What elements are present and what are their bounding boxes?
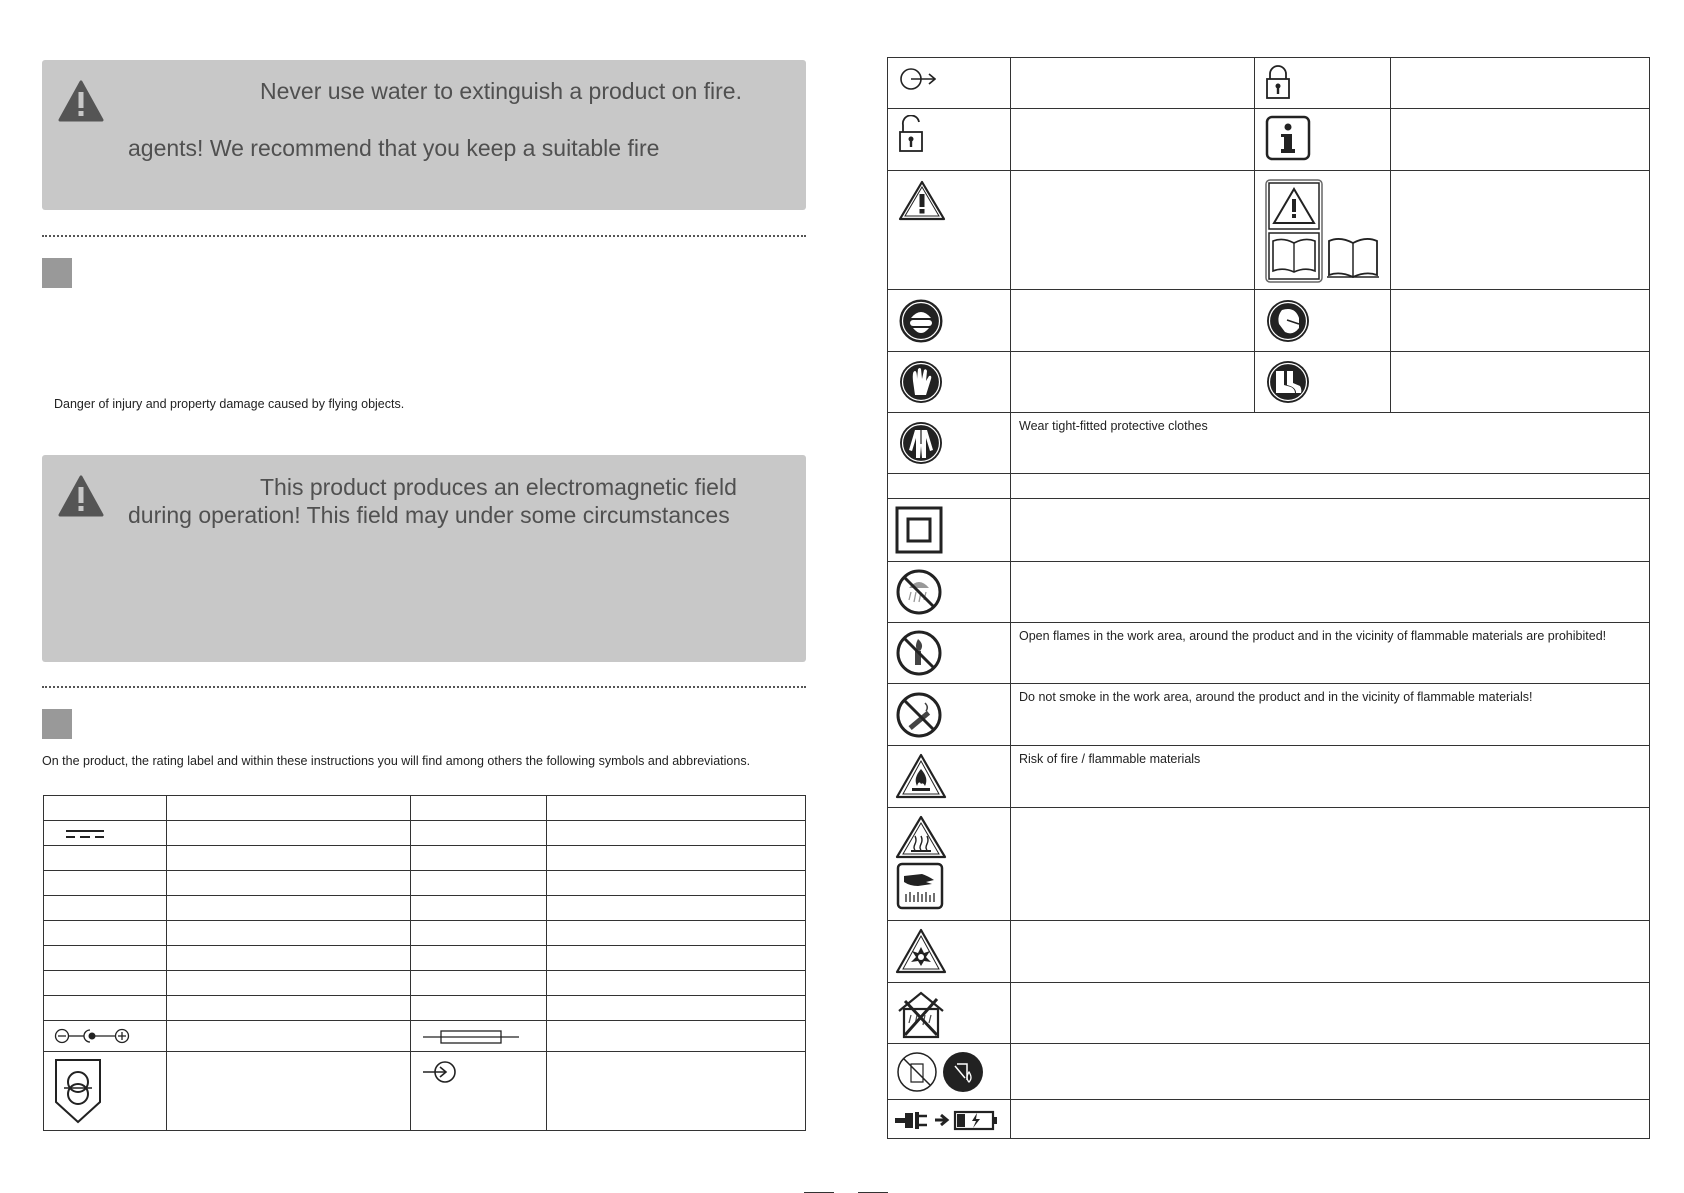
section-divider [42, 686, 806, 688]
read-manual-icon [1255, 171, 1390, 283]
no-bleach-icon [888, 1044, 1010, 1094]
gloves-icon [888, 352, 1010, 405]
table-row [44, 896, 806, 921]
table-row [888, 58, 1650, 109]
table-row [44, 871, 806, 896]
class-ii-double-insulation-icon [888, 499, 1010, 554]
protective-suit-icon [888, 413, 1010, 466]
table-row [888, 746, 1650, 808]
table-row [888, 562, 1650, 623]
polarity-icon [44, 1021, 166, 1045]
table-row [888, 623, 1650, 684]
indoor-use-only-icon [888, 983, 1010, 1039]
table-row [888, 1100, 1650, 1139]
abbreviations-table [43, 795, 806, 1131]
table-row [44, 1052, 806, 1131]
table-row [888, 983, 1650, 1044]
explosive-icon [888, 921, 1010, 975]
no-smoking-icon [888, 684, 1010, 739]
table-row [888, 352, 1650, 413]
table-row [44, 846, 806, 871]
plug-to-battery-icon [888, 1100, 1010, 1132]
table-row [44, 821, 806, 846]
table-row [888, 171, 1650, 290]
info-icon [1255, 109, 1390, 161]
fuse-icon [411, 1021, 546, 1044]
hand-burn-icon [888, 860, 1010, 910]
table-row [888, 921, 1650, 983]
open-flames-text: Open flames in the work area, around the product and in the vicinity of flammable materials are prohibited! [1019, 629, 1607, 643]
respirator-mask-icon [1255, 290, 1390, 344]
no-rain-icon [888, 562, 1010, 616]
dc-symbol-icon [44, 821, 166, 839]
input-arrow-icon [411, 1052, 546, 1085]
no-open-flame-icon [888, 623, 1010, 677]
symbols-intro: On the product, the rating label and within these instructions you will find among others the following symbols and abbreviations. [42, 754, 751, 768]
warning-triangle-icon [58, 80, 104, 122]
table-row [888, 1044, 1650, 1100]
protective-clothes-text: Wear tight-fitted protective clothes [1019, 419, 1208, 433]
section-marker [42, 709, 72, 739]
table-row [888, 413, 1650, 474]
safety-symbols-table [887, 57, 1650, 1139]
emf-warning-line1: This product produces an electromagnetic field [260, 474, 737, 500]
table-row [44, 946, 806, 971]
fire-warning-line1: Never use water to extinguish a product on fire. [260, 78, 742, 104]
table-row [44, 921, 806, 946]
hazard-note: Danger of injury and property damage caused by flying objects. [54, 397, 405, 411]
safety-transformer-icon [44, 1052, 166, 1124]
section-marker [42, 258, 72, 288]
table-row [888, 499, 1650, 562]
open-padlock-icon [888, 109, 1010, 153]
table-row [888, 290, 1650, 352]
emf-warning-line2: during operation! This field may under some circumstances [128, 502, 730, 528]
fire-warning-line2: agents! We recommend that you keep a suitable fire [128, 135, 660, 161]
no-smoking-text: Do not smoke in the work area, around the product and in the vicinity of flammable materials! [1019, 690, 1533, 704]
locked-padlock-icon [1255, 58, 1390, 100]
table-row [44, 1021, 806, 1052]
warning-triangle-icon [58, 475, 104, 517]
output-arrow-icon [888, 58, 1010, 92]
table-row [888, 684, 1650, 746]
table-row [44, 971, 806, 996]
face-shield-icon [888, 290, 1010, 344]
emf-warning-box [42, 455, 806, 662]
table-row [888, 109, 1650, 171]
table-row [888, 474, 1650, 499]
fire-risk-text: Risk of fire / flammable materials [1019, 752, 1201, 766]
section-divider [42, 235, 806, 237]
flammable-icon [888, 746, 1010, 800]
table-row [888, 808, 1650, 921]
hot-surface-icon [888, 808, 1010, 860]
fire-warning-box [42, 60, 806, 210]
table-row [44, 996, 806, 1021]
safety-boots-icon [1255, 352, 1390, 405]
warning-triangle-icon [888, 171, 1010, 221]
